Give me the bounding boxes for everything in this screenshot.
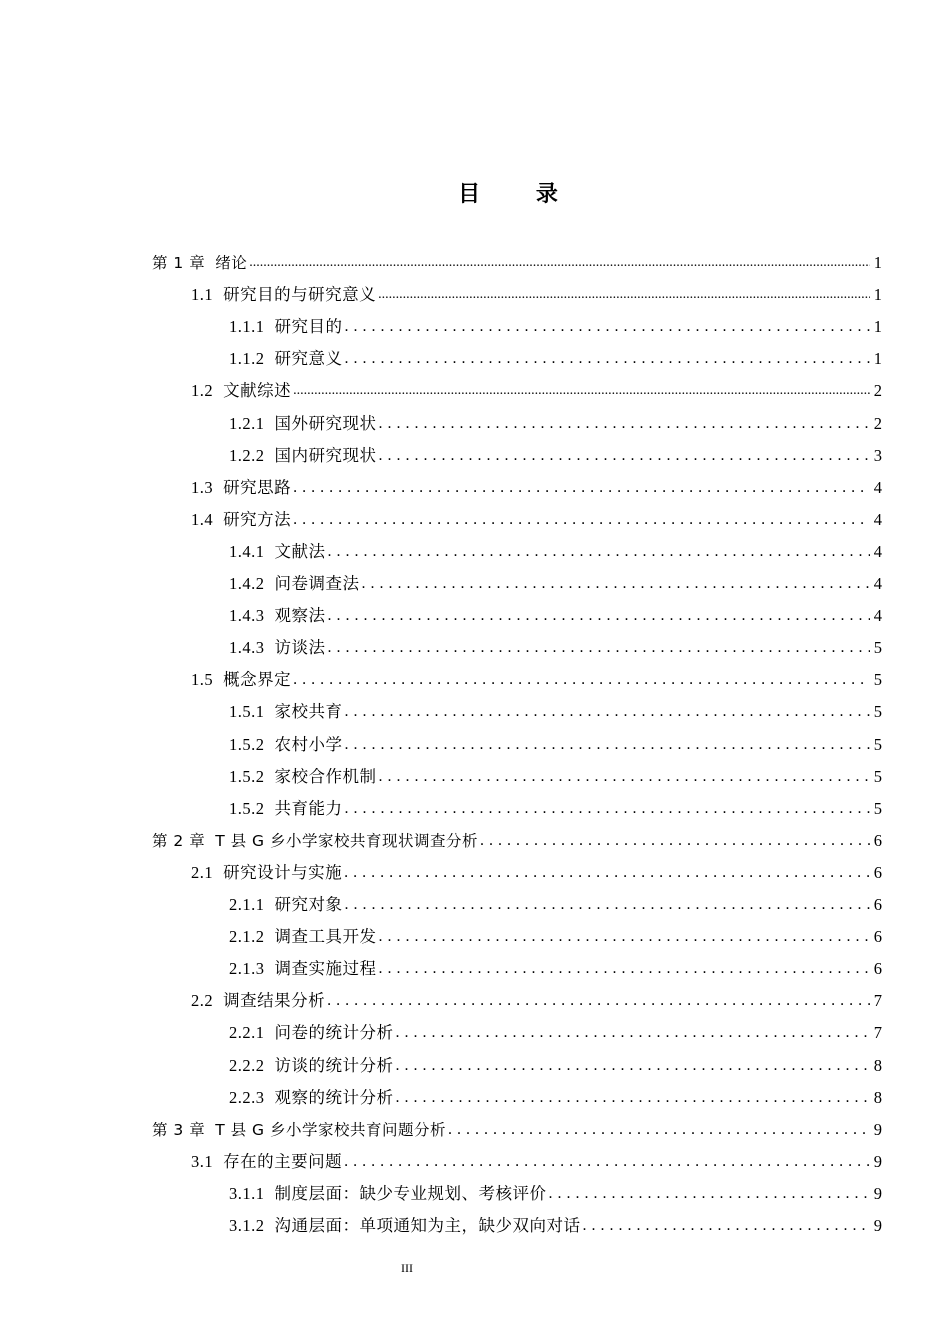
toc-entry-level-3[interactable]: [229, 627, 882, 659]
toc-entry-level-1[interactable]: [152, 1109, 882, 1141]
toc-dot-leader: [549, 1183, 871, 1205]
toc-entry-title: 概念界定: [223, 670, 292, 690]
toc-entry-page: 6: [873, 927, 882, 947]
toc-dot-leader: [293, 669, 870, 691]
toc-entry-level-1[interactable]: [152, 820, 882, 852]
toc-entry-level-2[interactable]: [191, 370, 882, 402]
toc-entry-level-3[interactable]: [229, 948, 882, 980]
toc-entry-page: 9: [873, 1151, 882, 1171]
toc-entry-title: 国外研究现状: [274, 413, 377, 433]
toc-entry-number: 2.1.1: [229, 895, 265, 914]
toc-entry-page: 5: [873, 638, 882, 658]
toc-entry-number: 第 1 章: [152, 254, 206, 272]
toc-entry-level-3[interactable]: [229, 884, 882, 916]
toc-entry-number: 1.1.1: [229, 317, 265, 337]
toc-entry-level-3[interactable]: [229, 1045, 882, 1077]
toc-dot-leader: [396, 1022, 871, 1044]
toc-entry-level-2[interactable]: [191, 1141, 882, 1173]
toc-dot-leader: [362, 573, 871, 595]
toc-dot-leader: [328, 605, 871, 627]
toc-dot-leader: [345, 894, 871, 916]
toc-entry-page: 1: [873, 317, 882, 337]
toc-entry-number: 1.4: [191, 509, 214, 529]
toc-dot-leader: [396, 1087, 871, 1109]
toc-dot-leader: [379, 958, 871, 980]
toc-entry-number: 第 3 章: [152, 1120, 206, 1139]
toc-entry-level-2[interactable]: [191, 980, 882, 1012]
toc-entry-level-3[interactable]: [229, 1077, 882, 1109]
toc-dot-leader: [345, 798, 871, 820]
toc-entry-page: 8: [873, 1055, 882, 1075]
toc-entry-page: 8: [873, 1087, 882, 1107]
toc-entry-number: 2.1: [191, 862, 214, 882]
toc-entry-level-3[interactable]: [229, 595, 882, 627]
toc-dot-leader: [328, 541, 871, 563]
toc-entry-title: 研究设计与实施: [223, 862, 343, 882]
toc-entry-level-3[interactable]: [229, 338, 882, 370]
toc-dot-leader: [379, 413, 871, 435]
toc-dot-leader: [344, 1151, 870, 1173]
toc-entry-title: 调查结果分析: [223, 991, 326, 1011]
toc-entry-number: 1.1: [191, 285, 214, 305]
toc-entry-title: T 县 G 乡小学家校共育问题分析: [215, 1120, 446, 1139]
toc-entry-page: 1: [873, 349, 882, 369]
toc-entry-number: 1.4.3: [229, 638, 265, 658]
toc-entry-title: 问卷调查法: [274, 574, 360, 593]
toc-entry-title: 绪论: [215, 254, 248, 272]
toc-dot-leader: [327, 990, 870, 1012]
toc-entry-page: 4: [873, 606, 882, 626]
toc-entry-number: 2.2: [191, 991, 214, 1011]
toc-entry-title: 存在的主要问题: [223, 1151, 343, 1171]
toc-entry-number: 1.3: [191, 477, 214, 497]
toc-entry-title: 文献综述: [223, 381, 292, 401]
toc-entry-page: 5: [873, 798, 882, 818]
toc-dot-leader: [379, 926, 871, 948]
toc-entry-page: 5: [873, 766, 882, 786]
toc-entry-page: 7: [873, 991, 882, 1011]
toc-entry-title: 沟通层面：单项通知为主，缺少双向对话: [274, 1216, 581, 1235]
toc-entry-page: 6: [873, 895, 882, 914]
toc-entry-page: 4: [873, 477, 882, 497]
toc-entry-number: 1.5: [191, 670, 214, 690]
toc-dot-leader: [379, 766, 871, 788]
toc-entry-title: 家校共育: [274, 702, 343, 722]
toc-entry-title: T 县 G 乡小学家校共育现状调查分析: [215, 831, 478, 850]
toc-entry-number: 2.1.3: [229, 959, 265, 979]
toc-entry-page: 2: [873, 413, 882, 433]
page-number-footer: III: [401, 1261, 413, 1275]
toc-entry-title: 访谈的统计分析: [274, 1055, 394, 1075]
toc-entry-level-3[interactable]: [229, 788, 882, 820]
toc-entry-title: 研究目的: [274, 317, 343, 337]
toc-dot-leader: [480, 830, 870, 852]
toc-dot-leader: [293, 477, 870, 499]
toc-entry-level-3[interactable]: [229, 1205, 882, 1237]
toc-entry-level-3[interactable]: [229, 691, 882, 723]
toc-entry-number: 2.2.3: [229, 1087, 265, 1107]
toc-entry-page: 5: [873, 734, 882, 754]
toc-entry-level-3[interactable]: [229, 724, 882, 756]
toc-entry-title: 调查实施过程: [274, 959, 377, 979]
toc-dot-leader: [293, 509, 870, 531]
toc-entry-number: 1.4.3: [229, 606, 265, 626]
toc-entry-title: 研究思路: [223, 477, 292, 497]
toc-entry-number: 2.2.1: [229, 1023, 265, 1043]
page-title: 目 录: [458, 182, 582, 207]
toc-entry-title: 农村小学: [274, 734, 343, 754]
toc-entry-level-2[interactable]: [191, 274, 882, 306]
toc-entry-title: 文献法: [274, 541, 326, 561]
toc-entry-page: 3: [873, 445, 882, 465]
toc-entry-level-3[interactable]: [229, 1012, 882, 1044]
toc-entry-level-2[interactable]: [191, 852, 882, 884]
toc-entry-level-3[interactable]: [229, 756, 882, 788]
toc-entry-title: 国内研究现状: [274, 445, 377, 465]
toc-entry-number: 1.5.2: [229, 734, 265, 754]
toc-entry-page: 4: [873, 541, 882, 561]
toc-entry-title: 问卷的统计分析: [274, 1023, 394, 1043]
toc-dot-leader: [379, 445, 871, 467]
toc-entry-page: 9: [873, 1183, 882, 1203]
toc-entry-title: 研究方法: [223, 509, 292, 529]
toc-entry-number: 3.1.1: [229, 1183, 265, 1203]
toc-entry-page: 1: [873, 285, 882, 305]
toc-dot-leader: [448, 1119, 870, 1141]
toc-entry-page: 7: [873, 1023, 882, 1043]
toc-entry-number: 2.2.2: [229, 1055, 265, 1075]
toc-entry-number: 1.2.2: [229, 445, 265, 465]
toc-entry-title: 调查工具开发: [274, 927, 377, 947]
toc-entry-page: 6: [873, 830, 882, 850]
toc-entry-title: 研究意义: [274, 349, 343, 369]
toc-entry-level-3[interactable]: [229, 1173, 882, 1205]
toc-entry-page: 2: [873, 381, 882, 401]
toc-entry-level-2[interactable]: [191, 659, 882, 691]
toc-dot-leader: [378, 284, 870, 306]
toc-entry-level-3[interactable]: [229, 531, 882, 563]
toc-entry-page: 4: [873, 509, 882, 529]
toc-entry-number: 1.2: [191, 381, 214, 401]
toc-entry-number: 1.4.1: [229, 541, 265, 561]
toc-dot-leader: [344, 862, 870, 884]
toc-entry-title: 研究目的与研究意义: [223, 285, 377, 305]
toc-entry-level-3[interactable]: [229, 403, 882, 435]
toc-entry-level-1[interactable]: [152, 242, 882, 274]
toc-entry-page: 1: [873, 253, 882, 272]
toc-dot-leader: [328, 637, 871, 659]
toc-dot-leader: [345, 316, 871, 338]
toc-dot-leader: [345, 734, 871, 756]
toc-entry-title: 访谈法: [274, 638, 326, 658]
toc-entry-page: 5: [873, 670, 882, 690]
toc-dot-leader: [293, 380, 870, 402]
toc-dot-leader: [396, 1055, 871, 1077]
toc-entry-level-3[interactable]: [229, 435, 882, 467]
toc-entry-title: 观察的统计分析: [274, 1087, 394, 1107]
toc-entry-number: 1.5.2: [229, 798, 265, 818]
toc-entry-page: 6: [873, 862, 882, 882]
toc-entry-number: 3.1: [191, 1151, 214, 1171]
toc-entry-number: 1.2.1: [229, 413, 265, 433]
toc-entry-page: 9: [873, 1216, 882, 1235]
toc-dot-leader: [345, 348, 871, 370]
toc-entry-level-3[interactable]: [229, 306, 882, 338]
toc-dot-leader: [583, 1215, 871, 1237]
toc-entry-page: 6: [873, 959, 882, 979]
toc-entry-page: 4: [873, 574, 882, 593]
toc-entry-number: 1.5.2: [229, 766, 265, 786]
toc-entry-page: 9: [873, 1119, 882, 1139]
toc-entry-page: 5: [873, 702, 882, 722]
toc-entry-level-3[interactable]: [229, 916, 882, 948]
toc-dot-leader: [345, 701, 871, 723]
toc-entry-number: 1.1.2: [229, 349, 265, 369]
toc-entry-number: 1.5.1: [229, 702, 265, 722]
toc-entry-title: 研究对象: [274, 895, 343, 914]
toc-entry-level-2[interactable]: [191, 467, 882, 499]
toc-entry-level-2[interactable]: [191, 499, 882, 531]
toc-entry-number: 第 2 章: [152, 831, 206, 850]
toc-entry-level-3[interactable]: [229, 563, 882, 595]
toc-entry-number: 1.4.2: [229, 574, 265, 593]
toc-entry-number: 2.1.2: [229, 927, 265, 947]
toc-entry-title: 观察法: [274, 606, 326, 626]
toc-dot-leader: [249, 252, 870, 274]
toc-entry-title: 制度层面：缺少专业规划、考核评价: [274, 1183, 547, 1203]
toc-entry-number: 3.1.2: [229, 1216, 265, 1235]
toc-entry-title: 共育能力: [274, 798, 343, 818]
toc-entry-title: 家校合作机制: [274, 766, 377, 786]
